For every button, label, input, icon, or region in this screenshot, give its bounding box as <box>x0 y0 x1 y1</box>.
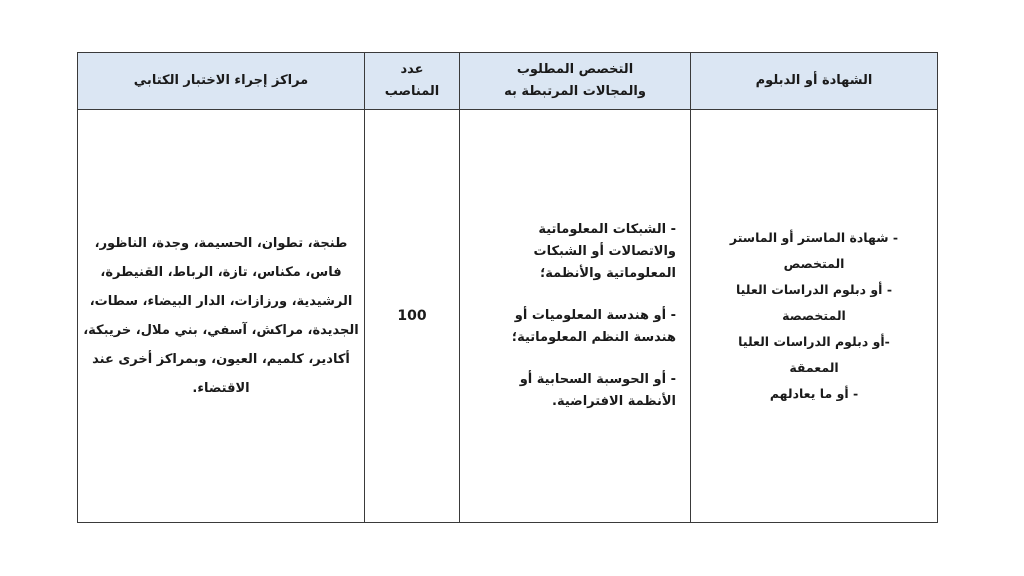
degree-line: - شهادة الماستر أو الماستر <box>729 230 899 245</box>
degree-line: -أو دبلوم الدراسات العليا <box>738 334 890 349</box>
degree-line: المعمقة <box>789 360 839 375</box>
header-centers-label: مراكز إجراء الاختبار الكتابي <box>133 73 309 88</box>
header-degree <box>691 53 938 110</box>
degree-cell <box>691 110 938 523</box>
degree-line: - أو ما يعادلهم <box>769 386 859 401</box>
header-specialization-line2: والمجالات المرتبطة به <box>504 84 646 99</box>
header-positions-line2: المناصب <box>384 84 440 99</box>
centers-cell <box>78 110 365 523</box>
specialization-item: - أو هندسة المعلوميات أو هندسة النظم المعلوماتية؛ <box>511 308 676 345</box>
table-header-row <box>78 53 938 110</box>
table-row <box>78 110 938 523</box>
positions-cell <box>365 110 460 523</box>
specialization-item: - أو الحوسبة السحابية أو الأنظمة الافتراضية. <box>519 372 676 409</box>
specialization-cell <box>460 110 691 523</box>
header-degree-label: الشهادة أو الدبلوم <box>755 73 873 88</box>
header-positions-line1: عدد <box>400 62 424 77</box>
degree-line: - أو دبلوم الدراسات العليا <box>735 282 893 297</box>
header-specialization-line1: التخصص المطلوب <box>516 62 634 77</box>
recruitment-table <box>77 52 938 523</box>
header-specialization <box>460 53 691 110</box>
positions-count: 100 <box>397 308 427 324</box>
centers-list: طنجة، تطوان، الحسيمة، وجدة، الناظور، فاس، مكناس، تازة، الرباط، القنيطرة، الرشيدية، ورزازات، الدار البيضاء، سطات، الجديدة، مراكش، آسفي، بني ملال، خريبكة، أكادير، كلميم، العيون، وبمراكز أخرى عند الاقتضاء. <box>83 236 359 396</box>
header-positions <box>365 53 460 110</box>
degree-line: المتخصصة <box>782 308 846 323</box>
specialization-item: - الشبكات المعلوماتية والاتصالات أو الشبكات المعلوماتية والأنظمة؛ <box>533 222 676 281</box>
header-centers <box>78 53 365 110</box>
degree-line: المتخصص <box>783 256 845 271</box>
